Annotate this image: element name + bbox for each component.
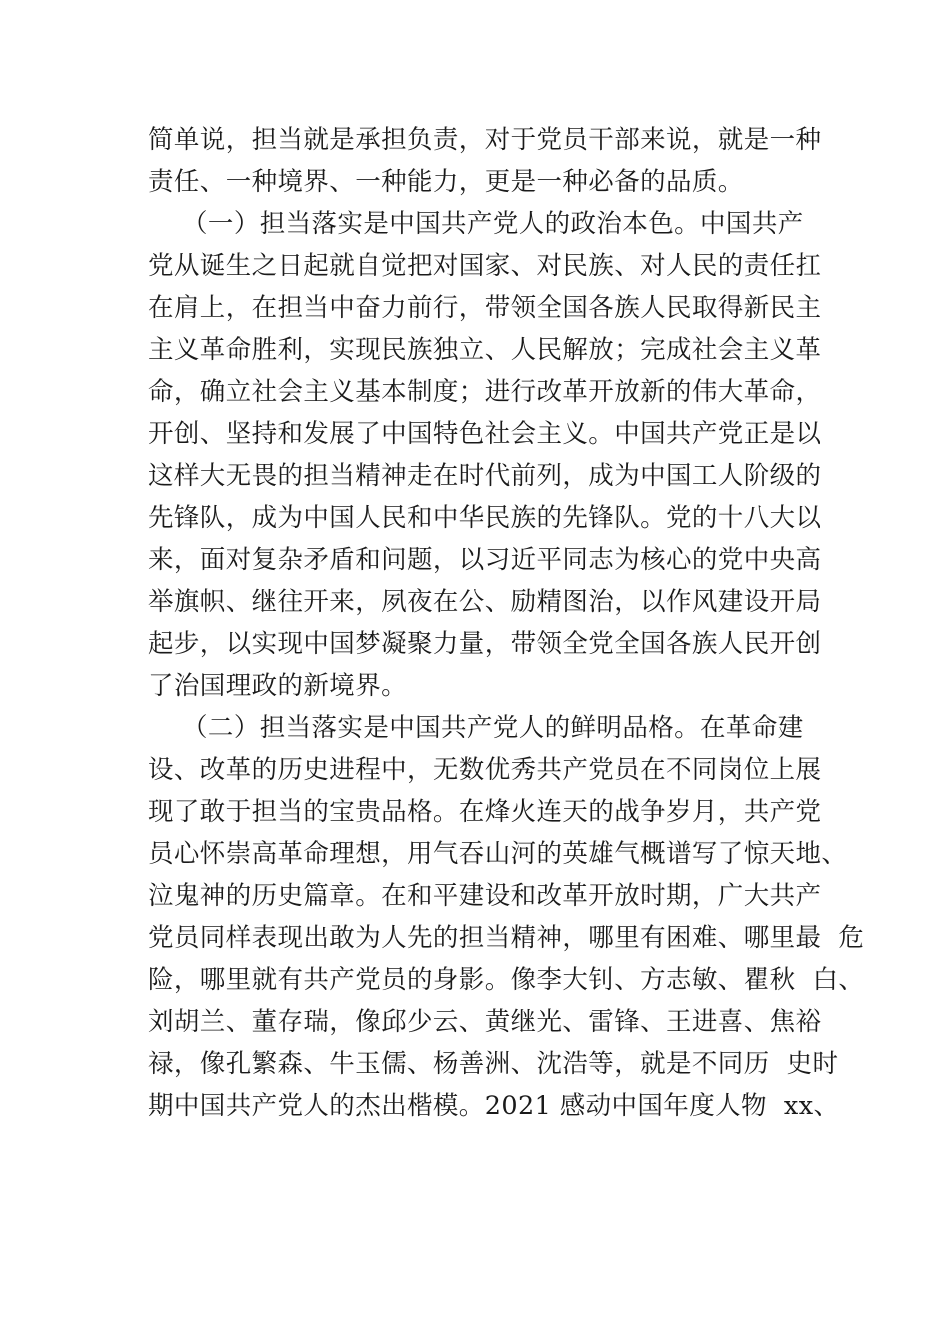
text-line: 泣鬼神的历史篇章。在和平建设和改革开放时期，广大共产: [148, 881, 822, 911]
text-line: 现了敢于担当的宝贵品格。在烽火连天的战争岁月，共产党: [148, 797, 822, 827]
text-line: 了治国理政的新境界。: [148, 671, 408, 701]
text-line: 在肩上，在担当中奋力前行，带领全国各族人民取得新民主: [148, 293, 822, 323]
text-line: 责任、一种境界、一种能力，更是一种必备的品质。: [148, 167, 744, 197]
text-line: 简单说，担当就是承担负责，对于党员干部来说，就是一种: [148, 125, 822, 155]
text-line: 期中国共产党人的杰出楷模。2021 感动中国年度人物 xx、: [148, 1091, 840, 1121]
text-line: 险，哪里就有共产党员的身影。像李大钊、方志敏、瞿秋 白、: [148, 965, 865, 995]
text-line: 举旗帜、继往开来，夙夜在公、励精图治，以作风建设开局: [148, 587, 822, 617]
text-line: 员心怀崇高革命理想，用气吞山河的英雄气概谱写了惊天地、: [148, 839, 848, 869]
text-line: 这样大无畏的担当精神走在时代前列，成为中国工人阶级的: [148, 461, 822, 491]
text-line: 禄，像孔繁森、牛玉儒、杨善洲、沈浩等，就是不同历 史时: [148, 1049, 839, 1079]
paragraph-heading-line: （二）担当落实是中国共产党人的鲜明品格。在革命建: [148, 713, 804, 743]
text-line: 开创、坚持和发展了中国特色社会主义。中国共产党正是以: [148, 419, 822, 449]
text-line: 来，面对复杂矛盾和问题，以习近平同志为核心的党中央高: [148, 545, 822, 575]
text-line: 起步，以实现中国梦凝聚力量，带领全党全国各族人民开创: [148, 629, 822, 659]
text-line: 先锋队，成为中国人民和中华民族的先锋队。党的十八大以: [148, 503, 822, 533]
text-line: 主义革命胜利，实现民族独立、人民解放；完成社会主义革: [148, 335, 822, 365]
text-line: 党员同样表现出敢为人先的担当精神，哪里有困难、哪里最 危: [148, 923, 865, 953]
text-line: 命，确立社会主义基本制度；进行改革开放新的伟大革命，: [148, 377, 822, 407]
text-line: 刘胡兰、董存瑞，像邱少云、黄继光、雷锋、王进喜、焦裕: [148, 1007, 822, 1037]
text-line: 党从诞生之日起就自觉把对国家、对民族、对人民的责任扛: [148, 251, 822, 281]
paragraph-heading-line: （一）担当落实是中国共产党人的政治本色。中国共产: [148, 209, 804, 239]
text-line: 设、改革的历史进程中，无数优秀共产党员在不同岗位上展: [148, 755, 822, 785]
